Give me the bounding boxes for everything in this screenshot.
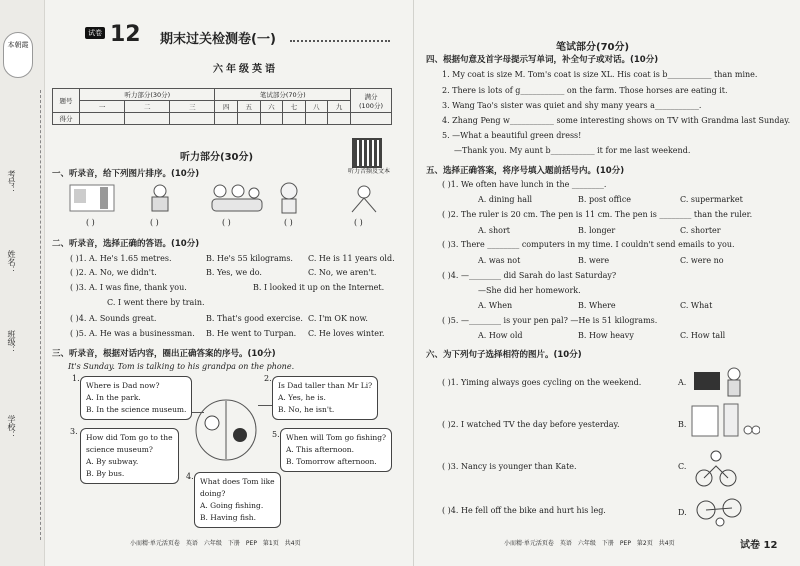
s3-b5-option-b[interactable]: B. Tomorrow afternoon. <box>286 457 377 466</box>
s6-letter-a: A. <box>678 378 687 387</box>
s3-b4-option-a[interactable]: A. Going fishing. <box>200 501 264 510</box>
s1-blank[interactable]: ( ) <box>354 218 363 227</box>
section-3-intro: It's Sunday. Tom is talking to his grandpa on the phone. <box>68 362 295 371</box>
s5-q5: ( )5. —________ is your pen pal? —He is 51 kilograms. <box>442 316 658 325</box>
s2-q3-a: ( )3. A. I was fine, thank you. <box>70 283 187 292</box>
score-col: 七 <box>283 101 306 113</box>
s5-q3-c: C. were no <box>680 256 724 265</box>
s4-line-5a: 5. —What a beautiful green dress! <box>442 131 582 140</box>
score-cell[interactable] <box>238 113 261 125</box>
s5-q2-a: A. short <box>478 226 510 235</box>
s4-line-5b: —Thank you. My aunt b___________ it for me last weekend. <box>454 146 691 155</box>
s2-q2-a: ( )2. A. No, we didn't. <box>70 268 157 277</box>
s3-b1-option-a[interactable]: A. In the park. <box>86 393 141 402</box>
score-table-full-value: (100分) <box>359 101 383 110</box>
s6-letter-c: C. <box>678 462 687 471</box>
s5-q2-c: C. shorter <box>680 226 721 235</box>
s2-q5-c: C. He loves winter. <box>308 329 385 338</box>
section-1-title: 一、听录音，给下列图片排序。(10分) <box>52 169 200 179</box>
s3-b3-question-line2: science museum? <box>86 445 153 454</box>
s3-bubble-1 <box>80 376 192 420</box>
s5-q4-a: A. When <box>478 301 513 310</box>
exam-tag: 试卷 <box>85 27 105 39</box>
s4-line-3: 3. Wang Tao's sister was quiet and shy many years a___________. <box>442 101 702 110</box>
s5-q5-c: C. How tall <box>680 331 726 340</box>
s3-b1-num: 1. <box>72 374 80 383</box>
s5-q4-c: C. What <box>680 301 713 310</box>
s5-q5-b: B. How heavy <box>578 331 634 340</box>
s5-q4-answer: —She did her homework. <box>478 286 581 295</box>
score-table-written: 笔试部分(70分) <box>215 89 351 101</box>
s3-b3-option-a[interactable]: A. By subway. <box>86 457 139 466</box>
s5-q4-b: B. Where <box>578 301 616 310</box>
written-title: 笔试部分(70分) <box>556 42 630 53</box>
s5-q1: ( )1. We often have lunch in the ________. <box>442 180 607 189</box>
score-col: 八 <box>305 101 328 113</box>
score-cell[interactable] <box>170 113 215 125</box>
s3-b4-option-b[interactable]: B. Having fish. <box>200 513 257 522</box>
s6-q4: ( )4. He fell off the bike and hurt his leg. <box>442 506 606 515</box>
s2-q3-c: C. I went there by train. <box>107 298 205 307</box>
exam-title: 期末过关检测卷(一) <box>160 32 276 47</box>
s2-q4-b: B. That's good exercise. <box>206 314 303 323</box>
phone-call-illustration <box>186 395 266 465</box>
s5-q1-b: B. post office <box>578 195 632 204</box>
section-4-title: 四、根据句意及首字母提示写单词，补全句子或对话。(10分) <box>426 55 659 65</box>
score-table-full-label: 满分 <box>364 92 378 101</box>
s6-q1: ( )1. Yiming always goes cycling on the weekend. <box>442 378 642 387</box>
score-cell[interactable] <box>328 113 351 125</box>
s1-blank[interactable]: ( ) <box>150 218 159 227</box>
s2-q4-c: C. I'm OK now. <box>308 314 368 323</box>
s3-bubble-5 <box>280 428 392 472</box>
s6-letter-b: B. <box>678 420 687 429</box>
s5-q3-b: B. were <box>578 256 610 265</box>
score-col: 一 <box>80 101 125 113</box>
section-2-title: 二、听录音，选择正确的答语。(10分) <box>52 239 200 249</box>
qr-note: 听力音频及文本 <box>348 168 391 175</box>
header-rule <box>290 40 390 42</box>
s1-blank[interactable]: ( ) <box>284 218 293 227</box>
s2-q1-a: ( )1. A. He's 1.65 metres. <box>70 254 172 263</box>
score-cell[interactable] <box>125 113 170 125</box>
s3-b2-num: 2. <box>264 374 272 383</box>
binding-banji: 班级： <box>7 330 16 354</box>
s1-picture-5 <box>344 184 384 214</box>
score-col: 四 <box>215 101 238 113</box>
s6-letter-d: D. <box>678 508 687 517</box>
s4-line-1: 1. My coat is size M. Tom's coat is size XL. His coat is b___________ than mine. <box>442 70 758 79</box>
score-cell[interactable] <box>305 113 328 125</box>
s1-picture-1 <box>68 183 116 213</box>
score-table <box>52 88 392 125</box>
logo-badge: 本朝霞 <box>3 32 33 78</box>
s3-b3-option-b[interactable]: B. By bus. <box>86 469 125 478</box>
score-col: 五 <box>238 101 261 113</box>
s3-b3-num: 3. <box>70 427 78 436</box>
s3-b2-question: Is Dad taller than Mr Li? <box>278 381 373 390</box>
s5-q4: ( )4. —________ did Sarah do last Saturday? <box>442 271 617 280</box>
s3-b4-question-line1: What does Tom like <box>200 477 275 486</box>
s5-q3: ( )3. There ________ computers in my time. I couldn't send emails to you. <box>442 240 735 249</box>
s6-picture-a-tv <box>690 364 744 400</box>
s5-q2-b: B. longer <box>578 226 616 235</box>
footer-left: 小而精·单元活页卷 英语 六年级 下册 PEP 第1页 共4页 <box>130 540 301 547</box>
score-cell[interactable] <box>283 113 306 125</box>
s5-q1-a: A. dining hall <box>478 195 533 204</box>
score-cell[interactable] <box>351 113 392 125</box>
s2-q5-a: ( )5. A. He was a businessman. <box>70 329 195 338</box>
score-col: 三 <box>170 101 215 113</box>
qr-code-icon <box>352 138 382 168</box>
s3-bubble-2 <box>272 376 378 420</box>
s2-q4-a: ( )4. A. Sounds great. <box>70 314 157 323</box>
section-6-title: 六、为下列句子选择相符的图片。(10分) <box>426 350 582 360</box>
s4-line-2: 2. There is lots of g___________ on the farm. Those horses are eating it. <box>442 86 728 95</box>
s5-q3-a: A. was not <box>478 256 521 265</box>
center-fold <box>413 0 414 566</box>
s1-blank[interactable]: ( ) <box>222 218 231 227</box>
s3-b5-option-a[interactable]: A. This afternoon. <box>286 445 355 454</box>
score-col: 二 <box>125 101 170 113</box>
score-table-tihao: 题号 <box>53 89 80 113</box>
s3-b4-num: 4. <box>186 472 194 481</box>
s1-blank[interactable]: ( ) <box>86 218 95 227</box>
exam-number: 12 <box>110 22 141 47</box>
s6-picture-d-fell <box>694 494 744 528</box>
footer-tag: 试卷 12 <box>740 540 778 551</box>
binding-strip <box>0 0 45 566</box>
score-cell[interactable] <box>215 113 238 125</box>
footer-right: 小而精·单元活页卷 英语 六年级 下册 PEP 第2页 共4页 <box>504 540 675 547</box>
s2-q2-b: B. Yes, we do. <box>206 268 262 277</box>
s2-q3-b: B. I looked it up on the Internet. <box>253 283 385 292</box>
s1-picture-3 <box>208 181 264 215</box>
s5-q5-a: A. How old <box>478 331 523 340</box>
s3-b2-option-a[interactable]: A. Yes, he is. <box>278 393 326 402</box>
s4-line-4: 4. Zhang Peng w___________ some interesting shows on TV with Grandma last Sunday. <box>442 116 791 125</box>
s6-q3: ( )3. Nancy is younger than Kate. <box>442 462 577 471</box>
score-cell[interactable] <box>260 113 283 125</box>
score-table-full <box>351 89 392 113</box>
binding-xingming: 姓名： <box>7 250 16 274</box>
score-col: 六 <box>260 101 283 113</box>
s5-q1-c: C. supermarket <box>680 195 743 204</box>
s3-b5-question: When will Tom go fishing? <box>286 433 387 442</box>
score-table-listening: 听力部分(30分) <box>80 89 215 101</box>
s2-q1-c: C. He is 11 years old. <box>308 254 395 263</box>
s3-b4-question-line2: doing? <box>200 489 226 498</box>
section-3-title: 三、听录音，根据对话内容，圈出正确答案的序号。(10分) <box>52 349 276 359</box>
s3-bubble-3 <box>80 428 179 484</box>
score-cell[interactable] <box>80 113 125 125</box>
s5-q2: ( )2. The ruler is 20 cm. The pen is 11 cm. The pen is ________ than the ruler. <box>442 210 753 219</box>
score-table-defen: 得分 <box>53 113 80 125</box>
s6-picture-c-cycling <box>694 448 738 488</box>
s3-b1-option-b[interactable]: B. In the science museum. <box>86 405 187 414</box>
s6-picture-b-kids <box>690 402 760 442</box>
exam-subtitle: 六年级英语 <box>213 64 278 75</box>
section-5-title: 五、选择正确答案，将序号填入题前括号内。(10分) <box>426 166 625 176</box>
binding-kaohao: 考号： <box>7 170 16 194</box>
s2-q1-b: B. He's 55 kilograms. <box>206 254 293 263</box>
s3-b2-option-b[interactable]: B. No, he isn't. <box>278 405 335 414</box>
s3-b5-num: 5. <box>272 430 280 439</box>
s3-b3-question-line1: How did Tom go to the <box>86 433 173 442</box>
score-col: 九 <box>328 101 351 113</box>
s3-bubble-4 <box>194 472 281 528</box>
listening-title: 听力部分(30分) <box>180 152 254 163</box>
s2-q5-b: B. He went to Turpan. <box>206 329 297 338</box>
s1-picture-4 <box>274 181 304 215</box>
s6-q2: ( )2. I watched TV the day before yesterday. <box>442 420 620 429</box>
s1-picture-2 <box>140 182 180 214</box>
binding-margin-line <box>40 90 41 540</box>
s2-q2-c: C. No, we aren't. <box>308 268 377 277</box>
s3-b1-question: Where is Dad now? <box>86 381 160 390</box>
binding-xuexiao: 学校： <box>7 415 16 439</box>
